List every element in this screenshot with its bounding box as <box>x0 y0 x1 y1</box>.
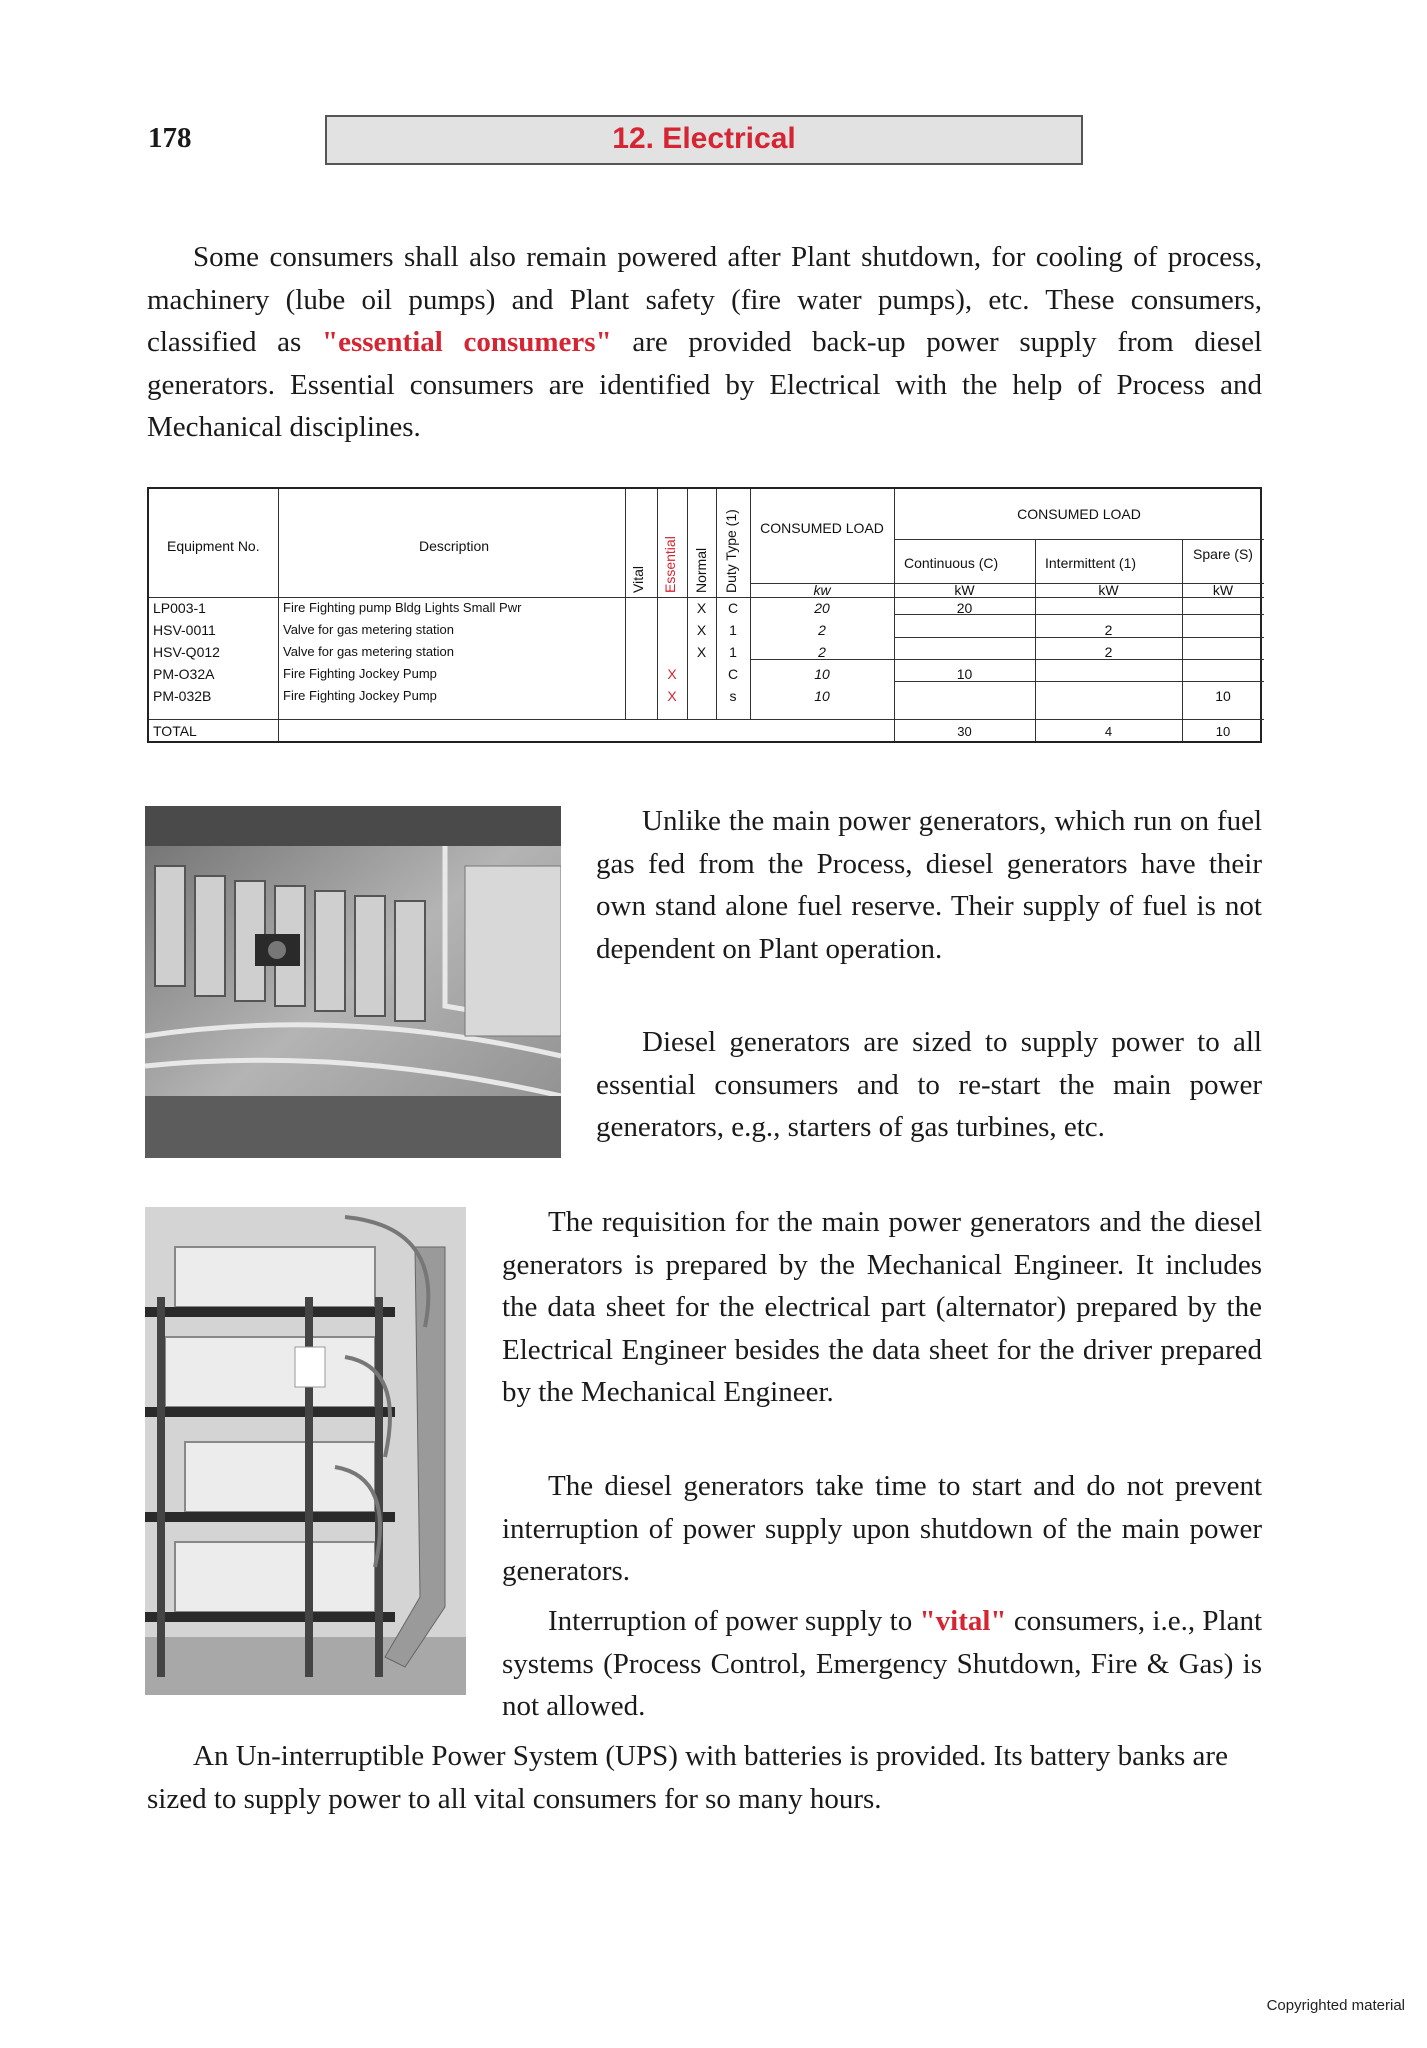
cell-duty-type: 1 <box>729 622 737 638</box>
cell-continuous: 10 <box>956 666 973 682</box>
para1-text-a: Some consumers shall also remain powered after Plant shutdown, for cooling of process, machinery (lube oil pumps) and Plant safety (fire water pumps), etc. These consumers, classified as <box>147 241 1262 358</box>
unit-kw-continuous: kW <box>954 582 975 598</box>
copyright-notice: Copyrighted material <box>1266 1997 1405 2014</box>
cell-description: Fire Fighting Jockey Pump <box>283 666 437 681</box>
header-description: Description <box>419 538 490 554</box>
cell-duty-type: 1 <box>729 644 737 660</box>
paragraph-sizing: Diesel generators are sized to supply power to all essential consumers and to re-start the main power generators, e.g., starters of gas turbines, etc. <box>596 1026 1262 1143</box>
cell-consumed-load: 10 <box>814 666 830 682</box>
cell-intermittent: 2 <box>1104 644 1113 660</box>
unit-kw-intermittent: kW <box>1098 582 1119 598</box>
cell-equipment: HSV-Q012 <box>153 644 220 660</box>
header-essential: Essential <box>662 536 678 593</box>
essential-consumers-highlight: "essential consumers" <box>322 326 612 358</box>
para6-text-a: Interruption of power supply to <box>548 1605 920 1637</box>
cell-normal: X <box>696 622 707 638</box>
vital-highlight: "vital" <box>919 1605 1007 1637</box>
header-continuous: Continuous (C) <box>904 555 999 571</box>
cell-consumed-load: 10 <box>814 688 830 704</box>
cell-intermittent: 2 <box>1104 622 1113 638</box>
cell-equipment: PM-032B <box>153 688 212 704</box>
header-vital: Vital <box>630 566 646 593</box>
cell-description: Fire Fighting Jockey Pump <box>283 688 437 703</box>
total-spare: 10 <box>1215 724 1231 739</box>
paragraph-fuel-reserve: Unlike the main power generators, which run on fuel gas fed from the Process, diesel generators have their own stand alone fuel reserve. Their supply of fuel is not dependent on Plant operation. <box>596 805 1262 965</box>
paragraph-ups: An Un-interruptible Power System (UPS) with batteries is provided. Its battery banks are sized to supply power to all vital consumers for so many hours. <box>147 1740 1228 1815</box>
cell-consumed-load: 2 <box>818 622 826 638</box>
paragraph-start-time: The diesel generators take time to start and do not prevent interruption of power supply upon shutdown of the main power generators. <box>502 1470 1262 1587</box>
paragraph-essential-consumers <box>147 236 1262 449</box>
unit-kw-load: kw <box>813 582 831 598</box>
cell-normal: X <box>696 600 707 616</box>
para6-text-b: consumers, i.e., Plant systems (Process Control, Emergency Shutdown, Fire & Gas) is not allowed. <box>502 1605 1262 1722</box>
cell-description: Fire Fighting pump Bldg Lights Small Pwr <box>283 600 522 615</box>
total-intermittent: 4 <box>1104 724 1113 739</box>
cell-description: Valve for gas metering station <box>283 644 455 659</box>
header-spare: Spare (S) <box>1193 546 1253 562</box>
battery-rack-image <box>145 1207 466 1695</box>
cell-normal: X <box>696 644 707 660</box>
total-continuous: 30 <box>957 724 972 739</box>
header-consumed-load: CONSUMED LOAD <box>760 520 884 536</box>
page-number: 178 <box>148 122 192 154</box>
diesel-generator-photo <box>145 806 561 1158</box>
cell-duty-type: s <box>729 688 737 704</box>
cell-equipment: HSV-0011 <box>153 622 216 638</box>
paragraph-vital-consumers <box>502 1600 1262 1728</box>
total-label: TOTAL <box>153 723 197 739</box>
cell-essential: X <box>667 688 677 704</box>
header-normal: Normal <box>693 547 709 593</box>
battery-rack-photo <box>145 1207 466 1695</box>
cell-essential: X <box>667 666 677 682</box>
cell-consumed-load: 2 <box>818 644 826 660</box>
cell-consumed-load: 20 <box>814 600 830 616</box>
cell-equipment: PM-O32A <box>153 666 215 682</box>
cell-equipment: LP003-1 <box>153 600 206 616</box>
cell-continuous: 20 <box>956 600 973 616</box>
diesel-generator-image <box>145 806 561 1158</box>
para1-text-b: are provided back-up power supply from diesel generators. Essential consumers are identified by Electrical with the help of Process and Mechanical disciplines. <box>147 326 1263 443</box>
cell-spare: 10 <box>1215 688 1231 704</box>
header-duty-type: Duty Type (1) <box>723 509 739 593</box>
cell-description: Valve for gas metering station <box>283 622 455 637</box>
unit-kw-spare: kW <box>1212 582 1234 598</box>
cell-duty-type: C <box>727 600 739 616</box>
chapter-title: 12. Electrical <box>325 115 1083 165</box>
header-consumed-load-group: CONSUMED LOAD <box>1017 506 1141 522</box>
consumers-load-table <box>147 487 1262 743</box>
header-equipment-no: Equipment No. <box>167 538 260 554</box>
cell-duty-type: C <box>727 666 739 682</box>
paragraph-requisition: The requisition for the main power generators and the diesel generators is prepared by the Mechanical Engineer. It includes the data sheet for the electrical part (alternator) prepared by the Electrical Engineer besides the data sheet for the driver prepared by the Mechanical Engineer. <box>502 1206 1262 1408</box>
header-intermittent: Intermittent (1) <box>1045 555 1137 571</box>
